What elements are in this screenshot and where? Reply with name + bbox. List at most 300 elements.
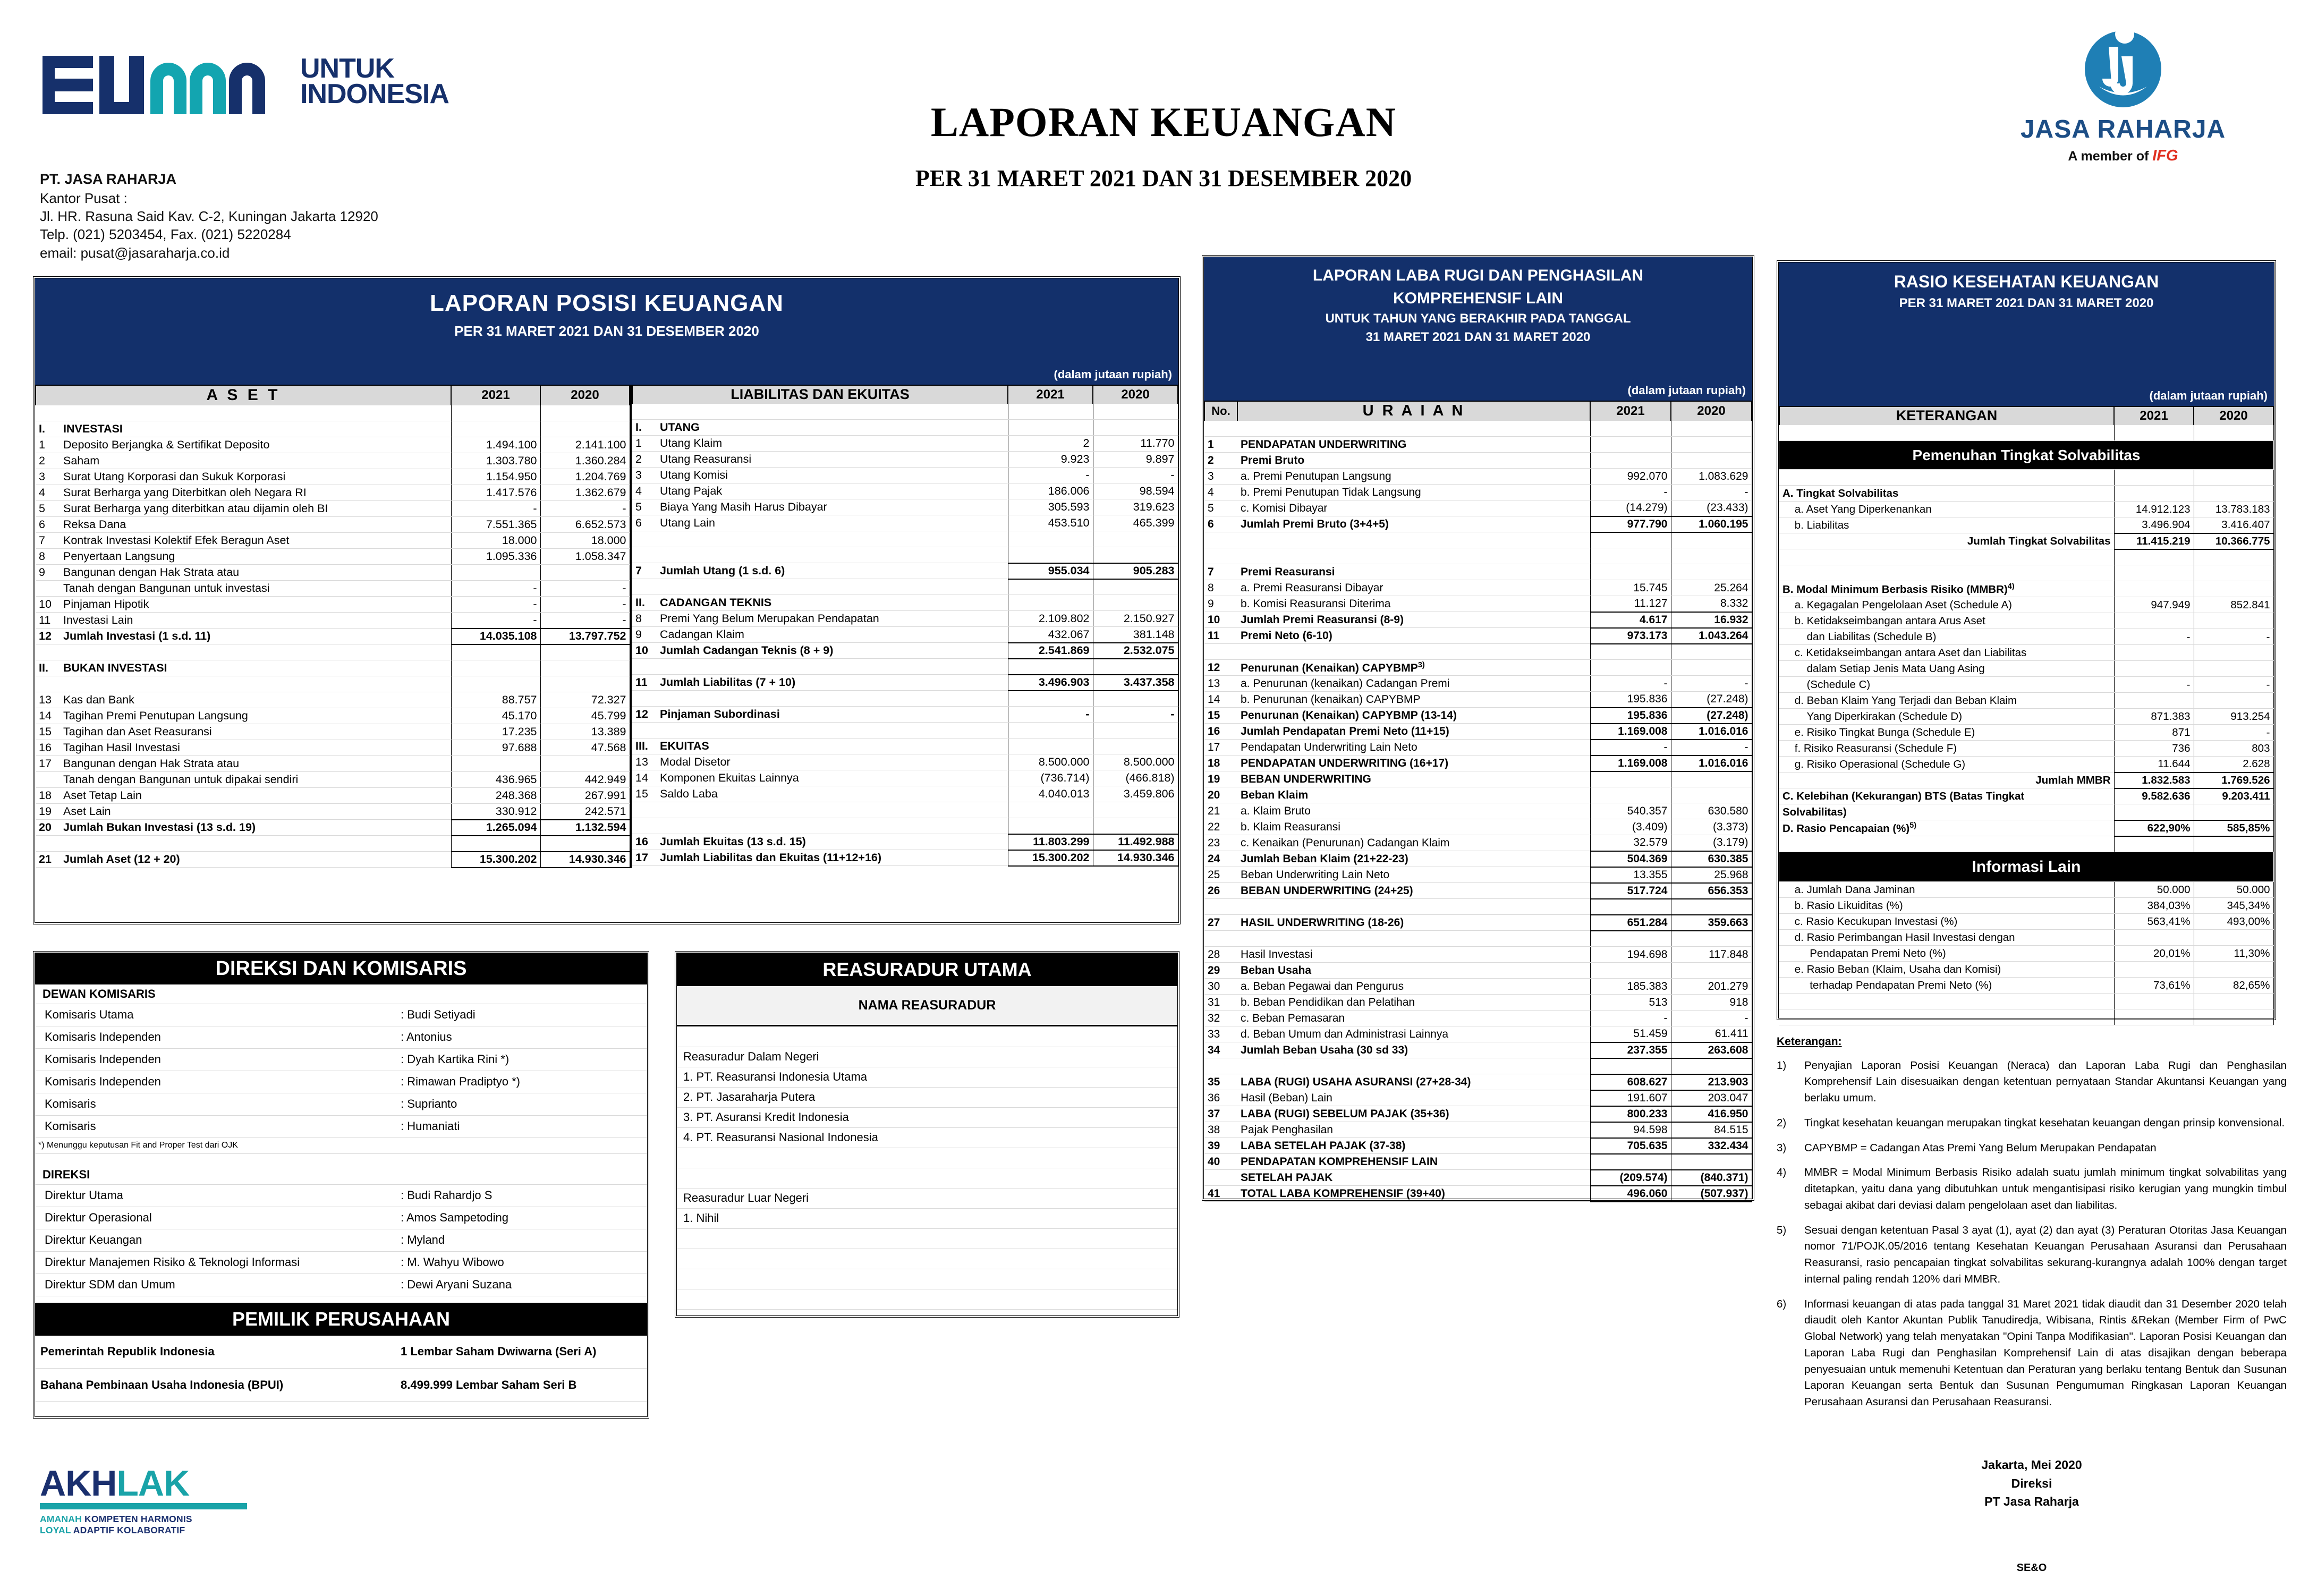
row-value-2021: 2.541.869 bbox=[1008, 643, 1093, 659]
akhlak-kompeten: KOMPETEN bbox=[84, 1513, 141, 1524]
list-item bbox=[677, 1228, 1177, 1249]
table-row bbox=[1204, 532, 1752, 548]
row-value-2020: - bbox=[540, 597, 630, 613]
row-label: Reksa Dana bbox=[60, 517, 451, 533]
row-index: 3 bbox=[632, 468, 657, 483]
person-name: : Budi Setiyadi bbox=[397, 1004, 647, 1026]
row-value-2020 bbox=[2194, 693, 2273, 709]
row-label: f. Risiko Reasuransi (Schedule F) bbox=[1779, 741, 2114, 757]
row-value-2020: - bbox=[540, 581, 630, 597]
row-label: Utang Lain bbox=[657, 515, 1008, 531]
row-label: d. Beban Klaim Yang Terjadi dan Beban Klaim bbox=[1779, 693, 2114, 709]
table-row bbox=[1204, 899, 1752, 915]
akhlak-underline bbox=[40, 1503, 247, 1509]
table-row bbox=[1204, 851, 1752, 867]
table-row bbox=[1779, 1009, 2273, 1025]
table-row bbox=[1204, 835, 1752, 851]
row-value-2021 bbox=[1008, 595, 1093, 611]
table-row bbox=[632, 595, 1178, 611]
liabilitas-rows bbox=[632, 404, 1178, 866]
table-row bbox=[1204, 1011, 1752, 1026]
row-index: 25 bbox=[1204, 867, 1237, 883]
person-name: : Dyah Kartika Rini *) bbox=[397, 1048, 647, 1071]
row-value-2020: (27.248) bbox=[1671, 692, 1752, 708]
row-value-2021: 15.300.202 bbox=[1008, 850, 1093, 866]
row-label: PENDAPATAN KOMPREHENSIF LAIN bbox=[1237, 1154, 1590, 1170]
owner-name: Bahana Pembinaan Usaha Indonesia (BPUI) bbox=[35, 1369, 397, 1402]
row-label: a. Beban Pegawai dan Pengurus bbox=[1237, 979, 1590, 995]
liabilitas-table bbox=[632, 385, 1178, 867]
table-row bbox=[36, 820, 630, 836]
row-label bbox=[1779, 1009, 2114, 1025]
row-value-2020: (840.371) bbox=[1671, 1170, 1752, 1186]
row-label: c. Kenaikan (Penurunan) Cadangan Klaim bbox=[1237, 835, 1590, 851]
row-value-2021: 563,41% bbox=[2114, 914, 2194, 930]
bumn-tagline bbox=[300, 53, 449, 109]
row-label: Hasil (Beban) Lain bbox=[1237, 1090, 1590, 1106]
reasuradur-name: 1. PT. Reasuransi Indonesia Utama bbox=[677, 1067, 1177, 1087]
row-value-2021: 18.000 bbox=[451, 533, 540, 549]
table-row bbox=[36, 788, 630, 804]
row-value-2020: (23.433) bbox=[1671, 500, 1752, 516]
row-value-2021: 608.627 bbox=[1590, 1074, 1671, 1090]
rasio-subtitle: PER 31 MARET 2021 DAN 31 MARET 2020 bbox=[1899, 296, 2154, 310]
row-label: Beban Klaim bbox=[1237, 787, 1590, 803]
keterangan-note bbox=[1777, 1223, 2287, 1288]
row-label: Yang Diperkirakan (Schedule D) bbox=[1779, 709, 2114, 725]
row-value-2020: 213.903 bbox=[1671, 1074, 1752, 1090]
row-index: 15 bbox=[36, 724, 60, 740]
owner-name: Pemerintah Republik Indonesia bbox=[35, 1336, 397, 1369]
direksi-label: DIREKSI bbox=[35, 1165, 647, 1184]
rasio-table-header bbox=[1779, 406, 2273, 425]
row-label: Jumlah Beban Usaha (30 sd 33) bbox=[1237, 1042, 1590, 1058]
row-index: 18 bbox=[1204, 755, 1237, 771]
row-value-2021 bbox=[2114, 486, 2194, 502]
labarugi-table bbox=[1204, 401, 1752, 1202]
jasa-raharja-logo-mark bbox=[2083, 29, 2163, 109]
row-label bbox=[657, 531, 1008, 547]
row-value-2020: 203.047 bbox=[1671, 1090, 1752, 1106]
seo-label: SE&O bbox=[2016, 1562, 2047, 1574]
table-row bbox=[36, 756, 630, 772]
table-row bbox=[1779, 994, 2273, 1009]
row-index bbox=[36, 644, 60, 660]
row-index: 17 bbox=[1204, 740, 1237, 755]
posisi-header bbox=[35, 278, 1178, 385]
row-label: b. Penurunan (kenaikan) CAPYBMP bbox=[1237, 692, 1590, 708]
row-label: Tanah dengan Bangunan untuk investasi bbox=[60, 581, 451, 597]
row-index: 35 bbox=[1204, 1074, 1237, 1090]
row-label: LABA SETELAH PAJAK (37-38) bbox=[1237, 1138, 1590, 1154]
row-value-2020: 3.437.358 bbox=[1093, 675, 1178, 691]
row-value-2020: 1.058.347 bbox=[540, 549, 630, 565]
table-row bbox=[632, 818, 1178, 834]
person-name: : Budi Rahardjo S bbox=[397, 1184, 647, 1207]
row-value-2021 bbox=[1008, 531, 1093, 547]
row-value-2021: 20,01% bbox=[2114, 946, 2194, 962]
row-value-2021: 1.832.583 bbox=[2114, 772, 2194, 788]
list-item bbox=[677, 1188, 1177, 1208]
row-label bbox=[1779, 549, 2114, 565]
labarugi-unit: (dalam jutaan rupiah) bbox=[1627, 384, 1746, 397]
liabilitas-col-2021: 2021 bbox=[1008, 385, 1093, 404]
table-row bbox=[632, 738, 1178, 754]
table-row bbox=[632, 707, 1178, 723]
row-index: 11 bbox=[36, 613, 60, 629]
row-value-2020: 1.362.679 bbox=[540, 485, 630, 501]
table-row bbox=[1779, 741, 2273, 757]
row-label: BEBAN UNDERWRITING (24+25) bbox=[1237, 883, 1590, 899]
row-value-2020: - bbox=[1093, 707, 1178, 723]
table-row bbox=[36, 597, 630, 613]
table-row bbox=[1779, 597, 2273, 613]
list-item bbox=[35, 1115, 647, 1137]
row-label: LABA (RUGI) USAHA ASURANSI (27+28-34) bbox=[1237, 1074, 1590, 1090]
row-value-2020: 201.279 bbox=[1671, 979, 1752, 995]
row-label: Premi Bruto bbox=[1237, 453, 1590, 469]
row-label: Kontrak Investasi Kolektif Efek Beragun Aset bbox=[60, 533, 451, 549]
row-value-2020: - bbox=[1671, 1011, 1752, 1026]
row-index: 6 bbox=[632, 515, 657, 531]
jasa-raharja-name: JASA RAHARJA bbox=[2020, 115, 2226, 143]
table-row bbox=[1204, 516, 1752, 532]
row-label bbox=[657, 579, 1008, 595]
table-row bbox=[1779, 517, 2273, 533]
row-index: 1 bbox=[632, 436, 657, 452]
signature-by: Direksi bbox=[2011, 1476, 2052, 1490]
table-row bbox=[1204, 564, 1752, 580]
person-role: Komisaris bbox=[35, 1093, 397, 1115]
akhlak-values-line2 bbox=[40, 1525, 337, 1536]
row-value-2021: 11.644 bbox=[2114, 757, 2194, 772]
row-label: Jumlah Utang (1 s.d. 6) bbox=[657, 563, 1008, 579]
row-index: 19 bbox=[36, 804, 60, 820]
labarugi-table-header bbox=[1204, 401, 1752, 421]
table-row bbox=[1779, 661, 2273, 677]
row-value-2020: 72.327 bbox=[540, 692, 630, 708]
row-label: Utang Reasuransi bbox=[657, 452, 1008, 468]
row-label bbox=[657, 691, 1008, 707]
table-row bbox=[1204, 979, 1752, 995]
person-role: Direktur SDM dan Umum bbox=[35, 1274, 397, 1296]
row-value-2020 bbox=[2194, 994, 2273, 1009]
akhlak-amanah: AMANAH bbox=[40, 1513, 85, 1524]
row-value-2020: 242.571 bbox=[540, 804, 630, 820]
note-text: MMBR = Modal Minimum Berbasis Risiko adalah suatu jumlah minimum tingkat solvabilitas yang ditetapkan, yaitu dana yang dibutuhkan untuk mengantisipasi risiko kerugian yang mungkin timbul sebagai akibat dari deviasi dalam pengelolaan aset dan liabilitas. bbox=[1804, 1166, 2287, 1211]
table-row bbox=[1204, 1138, 1752, 1154]
row-index: 7 bbox=[1204, 564, 1237, 580]
row-label: B. Modal Minimum Berbasis Risiko (MMBR)$^{4)}$ bbox=[1779, 581, 2114, 597]
row-value-2021: 88.757 bbox=[451, 692, 540, 708]
table-row bbox=[1779, 882, 2273, 898]
person-role: Komisaris Independen bbox=[35, 1071, 397, 1093]
row-value-2020: 319.623 bbox=[1093, 499, 1178, 515]
row-value-2020: 10.366.775 bbox=[2194, 533, 2273, 549]
row-value-2020 bbox=[2194, 804, 2273, 820]
row-value-2020: 332.434 bbox=[1671, 1138, 1752, 1154]
row-value-2021: 14.912.123 bbox=[2114, 502, 2194, 517]
row-index: 7 bbox=[36, 533, 60, 549]
table-row bbox=[632, 675, 1178, 691]
row-index: 17 bbox=[36, 756, 60, 772]
row-value-2021: 45.170 bbox=[451, 708, 540, 724]
row-value-2020 bbox=[1671, 644, 1752, 660]
row-index: III. bbox=[632, 738, 657, 754]
row-value-2020 bbox=[540, 836, 630, 852]
row-value-2021 bbox=[1008, 723, 1093, 738]
row-value-2021 bbox=[1008, 547, 1093, 563]
row-value-2021 bbox=[1008, 802, 1093, 818]
table-row bbox=[1204, 1058, 1752, 1074]
row-value-2021: 305.593 bbox=[1008, 499, 1093, 515]
row-value-2021: 955.034 bbox=[1008, 563, 1093, 579]
row-value-2021 bbox=[1590, 660, 1671, 676]
row-index: 16 bbox=[36, 740, 60, 756]
row-value-2021: 4.617 bbox=[1590, 612, 1671, 628]
row-label: Pinjaman Subordinasi bbox=[657, 707, 1008, 723]
row-value-2021: 1.169.008 bbox=[1590, 755, 1671, 771]
note-text: Informasi keuangan di atas pada tanggal 31 Maret 2021 tidak diaudit dan 31 Desember 2020 telah diaudit oleh Kantor Akuntan Publik Tanudiredja, Wibisana, Rintis &Rekan (Member Firm of PwC Global Network) yang telah menyatakan "Opini Tanpa Modifikasian". Laporan Posisi Keuangan dan Laporan Laba Rugi dan Penghasilan Komprehensif Lain di atas disajikan dengan beberapa penyesuaian untuk memenuhi Ketentuan dan Peraturan yang berlaku tentang Bentuk dan Susunan Laporan Keuangan serta Bentuk dan Susunan Pengumuman Ringkasan Laporan Keuangan Perusahaan Asuransi dan Perusahaan Reasuransi. bbox=[1804, 1297, 2287, 1408]
reasuradur-col-header: NAMA REASURADUR bbox=[677, 986, 1177, 1026]
reasuradur-name bbox=[677, 1228, 1177, 1249]
table-row bbox=[1204, 596, 1752, 612]
row-label: Hasil Investasi bbox=[1237, 947, 1590, 963]
row-value-2021 bbox=[1590, 453, 1671, 469]
row-value-2020: 25.264 bbox=[1671, 580, 1752, 596]
row-label: SETELAH PAJAK bbox=[1237, 1170, 1590, 1186]
row-index: I. bbox=[36, 421, 60, 437]
row-label: e. Risiko Tingkat Bunga (Schedule E) bbox=[1779, 725, 2114, 741]
row-label: Beban Underwriting Lain Neto bbox=[1237, 867, 1590, 883]
row-label: Pendapatan Premi Neto (%) bbox=[1779, 946, 2114, 962]
row-value-2020: 6.652.573 bbox=[540, 517, 630, 533]
table-row bbox=[632, 483, 1178, 499]
list-item bbox=[677, 1087, 1177, 1107]
row-value-2020: 2.150.927 bbox=[1093, 611, 1178, 627]
table-row bbox=[1204, 724, 1752, 740]
row-value-2020 bbox=[1671, 963, 1752, 979]
row-label: Deposito Berjangka & Sertifikat Deposito bbox=[60, 437, 451, 453]
table-row bbox=[36, 565, 630, 581]
table-row bbox=[1204, 755, 1752, 771]
row-value-2021: - bbox=[451, 613, 540, 629]
row-value-2020 bbox=[1671, 660, 1752, 676]
keterangan-note bbox=[1777, 1140, 2287, 1157]
row-index bbox=[36, 836, 60, 852]
table-row bbox=[1204, 1154, 1752, 1170]
row-index: 17 bbox=[632, 850, 657, 866]
table-row bbox=[632, 547, 1178, 563]
row-value-2021 bbox=[2114, 1009, 2194, 1025]
row-value-2021: 15.300.202 bbox=[451, 852, 540, 868]
row-value-2020: 14.930.346 bbox=[540, 852, 630, 868]
row-value-2021: 330.912 bbox=[451, 804, 540, 820]
row-label: Saham bbox=[60, 453, 451, 469]
row-label: c. Rasio Kecukupan Investasi (%) bbox=[1779, 914, 2114, 930]
row-value-2020 bbox=[2194, 661, 2273, 677]
table-row bbox=[1204, 740, 1752, 755]
row-index: 16 bbox=[1204, 724, 1237, 740]
table-row bbox=[1204, 1106, 1752, 1122]
row-value-2021: (736.714) bbox=[1008, 770, 1093, 786]
person-role: Direktur Utama bbox=[35, 1184, 397, 1207]
row-label: Jumlah Liabilitas (7 + 10) bbox=[657, 675, 1008, 691]
table-row bbox=[632, 834, 1178, 850]
row-value-2021: 973.173 bbox=[1590, 628, 1671, 644]
row-label bbox=[60, 676, 451, 692]
row-value-2021: (3.409) bbox=[1590, 819, 1671, 835]
list-item bbox=[677, 1208, 1177, 1228]
row-label: b. Liabilitas bbox=[1779, 517, 2114, 533]
row-label: Solvabilitas) bbox=[1779, 804, 2114, 820]
company-info bbox=[40, 170, 378, 262]
row-value-2020: 3.459.806 bbox=[1093, 786, 1178, 802]
row-value-2021 bbox=[451, 836, 540, 852]
row-value-2021: - bbox=[1590, 1011, 1671, 1026]
row-label: Penurunan (Kenaikan) CAPYBMP (13-14) bbox=[1237, 708, 1590, 724]
panel-rasio-kesehatan-keuangan bbox=[1777, 260, 2276, 1020]
table-row bbox=[36, 581, 630, 597]
table-row bbox=[1204, 1186, 1752, 1202]
row-index bbox=[1204, 421, 1237, 437]
row-value-2020: (507.937) bbox=[1671, 1186, 1752, 1202]
spacer bbox=[35, 1153, 647, 1165]
row-value-2021 bbox=[1590, 532, 1671, 548]
row-label: Bangunan dengan Hak Strata atau bbox=[60, 565, 451, 581]
table-row bbox=[1204, 787, 1752, 803]
table-row bbox=[1779, 898, 2273, 914]
list-item bbox=[35, 1004, 647, 1026]
row-label bbox=[1237, 644, 1590, 660]
row-index: 29 bbox=[1204, 963, 1237, 979]
row-value-2021 bbox=[1008, 579, 1093, 595]
dewan-komisaris-label: DEWAN KOMISARIS bbox=[35, 984, 647, 1004]
row-value-2020 bbox=[540, 756, 630, 772]
row-index: 1 bbox=[1204, 437, 1237, 453]
row-value-2020: 1.060.195 bbox=[1671, 516, 1752, 532]
row-value-2021: 384,03% bbox=[2114, 898, 2194, 914]
row-value-2021 bbox=[1008, 659, 1093, 675]
row-label: Utang Komisi bbox=[657, 468, 1008, 483]
row-value-2021 bbox=[2114, 962, 2194, 978]
row-label: Jumlah Pendapatan Premi Neto (11+15) bbox=[1237, 724, 1590, 740]
table-row bbox=[36, 708, 630, 724]
row-value-2021 bbox=[1008, 818, 1093, 834]
row-label: b. Rasio Likuiditas (%) bbox=[1779, 898, 2114, 914]
list-item bbox=[677, 1127, 1177, 1148]
row-value-2021: 1.303.780 bbox=[451, 453, 540, 469]
row-value-2020: 82,65% bbox=[2194, 978, 2273, 994]
row-index: 12 bbox=[36, 629, 60, 644]
row-label: Jumlah Investasi (1 s.d. 11) bbox=[60, 629, 451, 644]
page-header bbox=[0, 0, 2309, 261]
row-label: b. Komisi Reasuransi Diterima bbox=[1237, 596, 1590, 612]
note-number: 6) bbox=[1777, 1297, 1787, 1310]
labarugi-rows bbox=[1204, 421, 1752, 1202]
row-label: Biaya Yang Masih Harus Dibayar bbox=[657, 499, 1008, 515]
row-label: EKUITAS bbox=[657, 738, 1008, 754]
row-value-2021: - bbox=[1008, 707, 1093, 723]
row-label: Surat Berharga yang diterbitkan atau dijamin oleh BI bbox=[60, 501, 451, 517]
row-label: Modal Disetor bbox=[657, 754, 1008, 770]
row-value-2021 bbox=[451, 565, 540, 581]
row-value-2020: 47.568 bbox=[540, 740, 630, 756]
list-item bbox=[677, 1026, 1177, 1047]
row-value-2021 bbox=[451, 676, 540, 692]
row-label: Aset Lain bbox=[60, 804, 451, 820]
row-index: 4 bbox=[36, 485, 60, 501]
row-index bbox=[36, 405, 60, 421]
table-row bbox=[1779, 693, 2273, 709]
row-index: 20 bbox=[1204, 787, 1237, 803]
row-value-2020: - bbox=[2194, 677, 2273, 693]
row-index bbox=[632, 691, 657, 707]
table-row bbox=[1204, 644, 1752, 660]
table-row bbox=[1779, 565, 2273, 581]
list-item bbox=[35, 1048, 647, 1071]
row-label: Jumlah MMBR bbox=[1779, 772, 2114, 788]
table-row bbox=[36, 852, 630, 868]
table-row bbox=[632, 499, 1178, 515]
row-value-2021: 7.551.365 bbox=[451, 517, 540, 533]
row-value-2021 bbox=[1590, 548, 1671, 564]
list-item bbox=[677, 1269, 1177, 1289]
reasuradur-name: 4. PT. Reasuransi Nasional Indonesia bbox=[677, 1127, 1177, 1148]
row-value-2020: (3.373) bbox=[1671, 819, 1752, 835]
row-label: HASIL UNDERWRITING (18-26) bbox=[1237, 915, 1590, 931]
reasuradur-rows bbox=[677, 1026, 1177, 1309]
page-subtitle: PER 31 MARET 2021 DAN 31 DESEMBER 2020 bbox=[915, 165, 1412, 191]
signature-company: PT Jasa Raharja bbox=[1984, 1495, 2079, 1508]
row-index: 32 bbox=[1204, 1011, 1237, 1026]
row-value-2020: 1.043.264 bbox=[1671, 628, 1752, 644]
row-value-2020: 84.515 bbox=[1671, 1122, 1752, 1138]
row-value-2020: 630.580 bbox=[1671, 803, 1752, 819]
row-value-2021 bbox=[2114, 470, 2194, 486]
keterangan-note bbox=[1777, 1115, 2287, 1132]
reasuradur-table bbox=[677, 1026, 1177, 1310]
note-number: 2) bbox=[1777, 1116, 1787, 1129]
row-label: Jumlah Ekuitas (13 s.d. 15) bbox=[657, 834, 1008, 850]
row-index: 4 bbox=[632, 483, 657, 499]
list-item bbox=[35, 1251, 647, 1274]
row-value-2020: 8.500.000 bbox=[1093, 754, 1178, 770]
row-index: 11 bbox=[1204, 628, 1237, 644]
row-value-2021: 3.496.904 bbox=[2114, 517, 2194, 533]
row-index: I. bbox=[632, 420, 657, 436]
table-row bbox=[1204, 803, 1752, 819]
list-item bbox=[677, 1289, 1177, 1309]
row-value-2021 bbox=[1008, 738, 1093, 754]
list-item bbox=[35, 1184, 647, 1207]
row-label: Beban Usaha bbox=[1237, 963, 1590, 979]
row-value-2021: 432.067 bbox=[1008, 627, 1093, 643]
row-value-2020: 13.389 bbox=[540, 724, 630, 740]
row-index: 2 bbox=[632, 452, 657, 468]
row-label: BEBAN UNDERWRITING bbox=[1237, 771, 1590, 787]
row-value-2020: (466.818) bbox=[1093, 770, 1178, 786]
row-value-2021 bbox=[2114, 930, 2194, 946]
row-value-2020 bbox=[1671, 787, 1752, 803]
row-value-2021: 73,61% bbox=[2114, 978, 2194, 994]
person-name: : Amos Sampetoding bbox=[397, 1207, 647, 1229]
row-value-2020: 1.016.016 bbox=[1671, 724, 1752, 740]
reasuradur-name: 1. Nihil bbox=[677, 1208, 1177, 1228]
person-name: : Dewi Aryani Suzana bbox=[397, 1274, 647, 1296]
row-value-2020 bbox=[1671, 532, 1752, 548]
row-value-2021: - bbox=[2114, 677, 2194, 693]
